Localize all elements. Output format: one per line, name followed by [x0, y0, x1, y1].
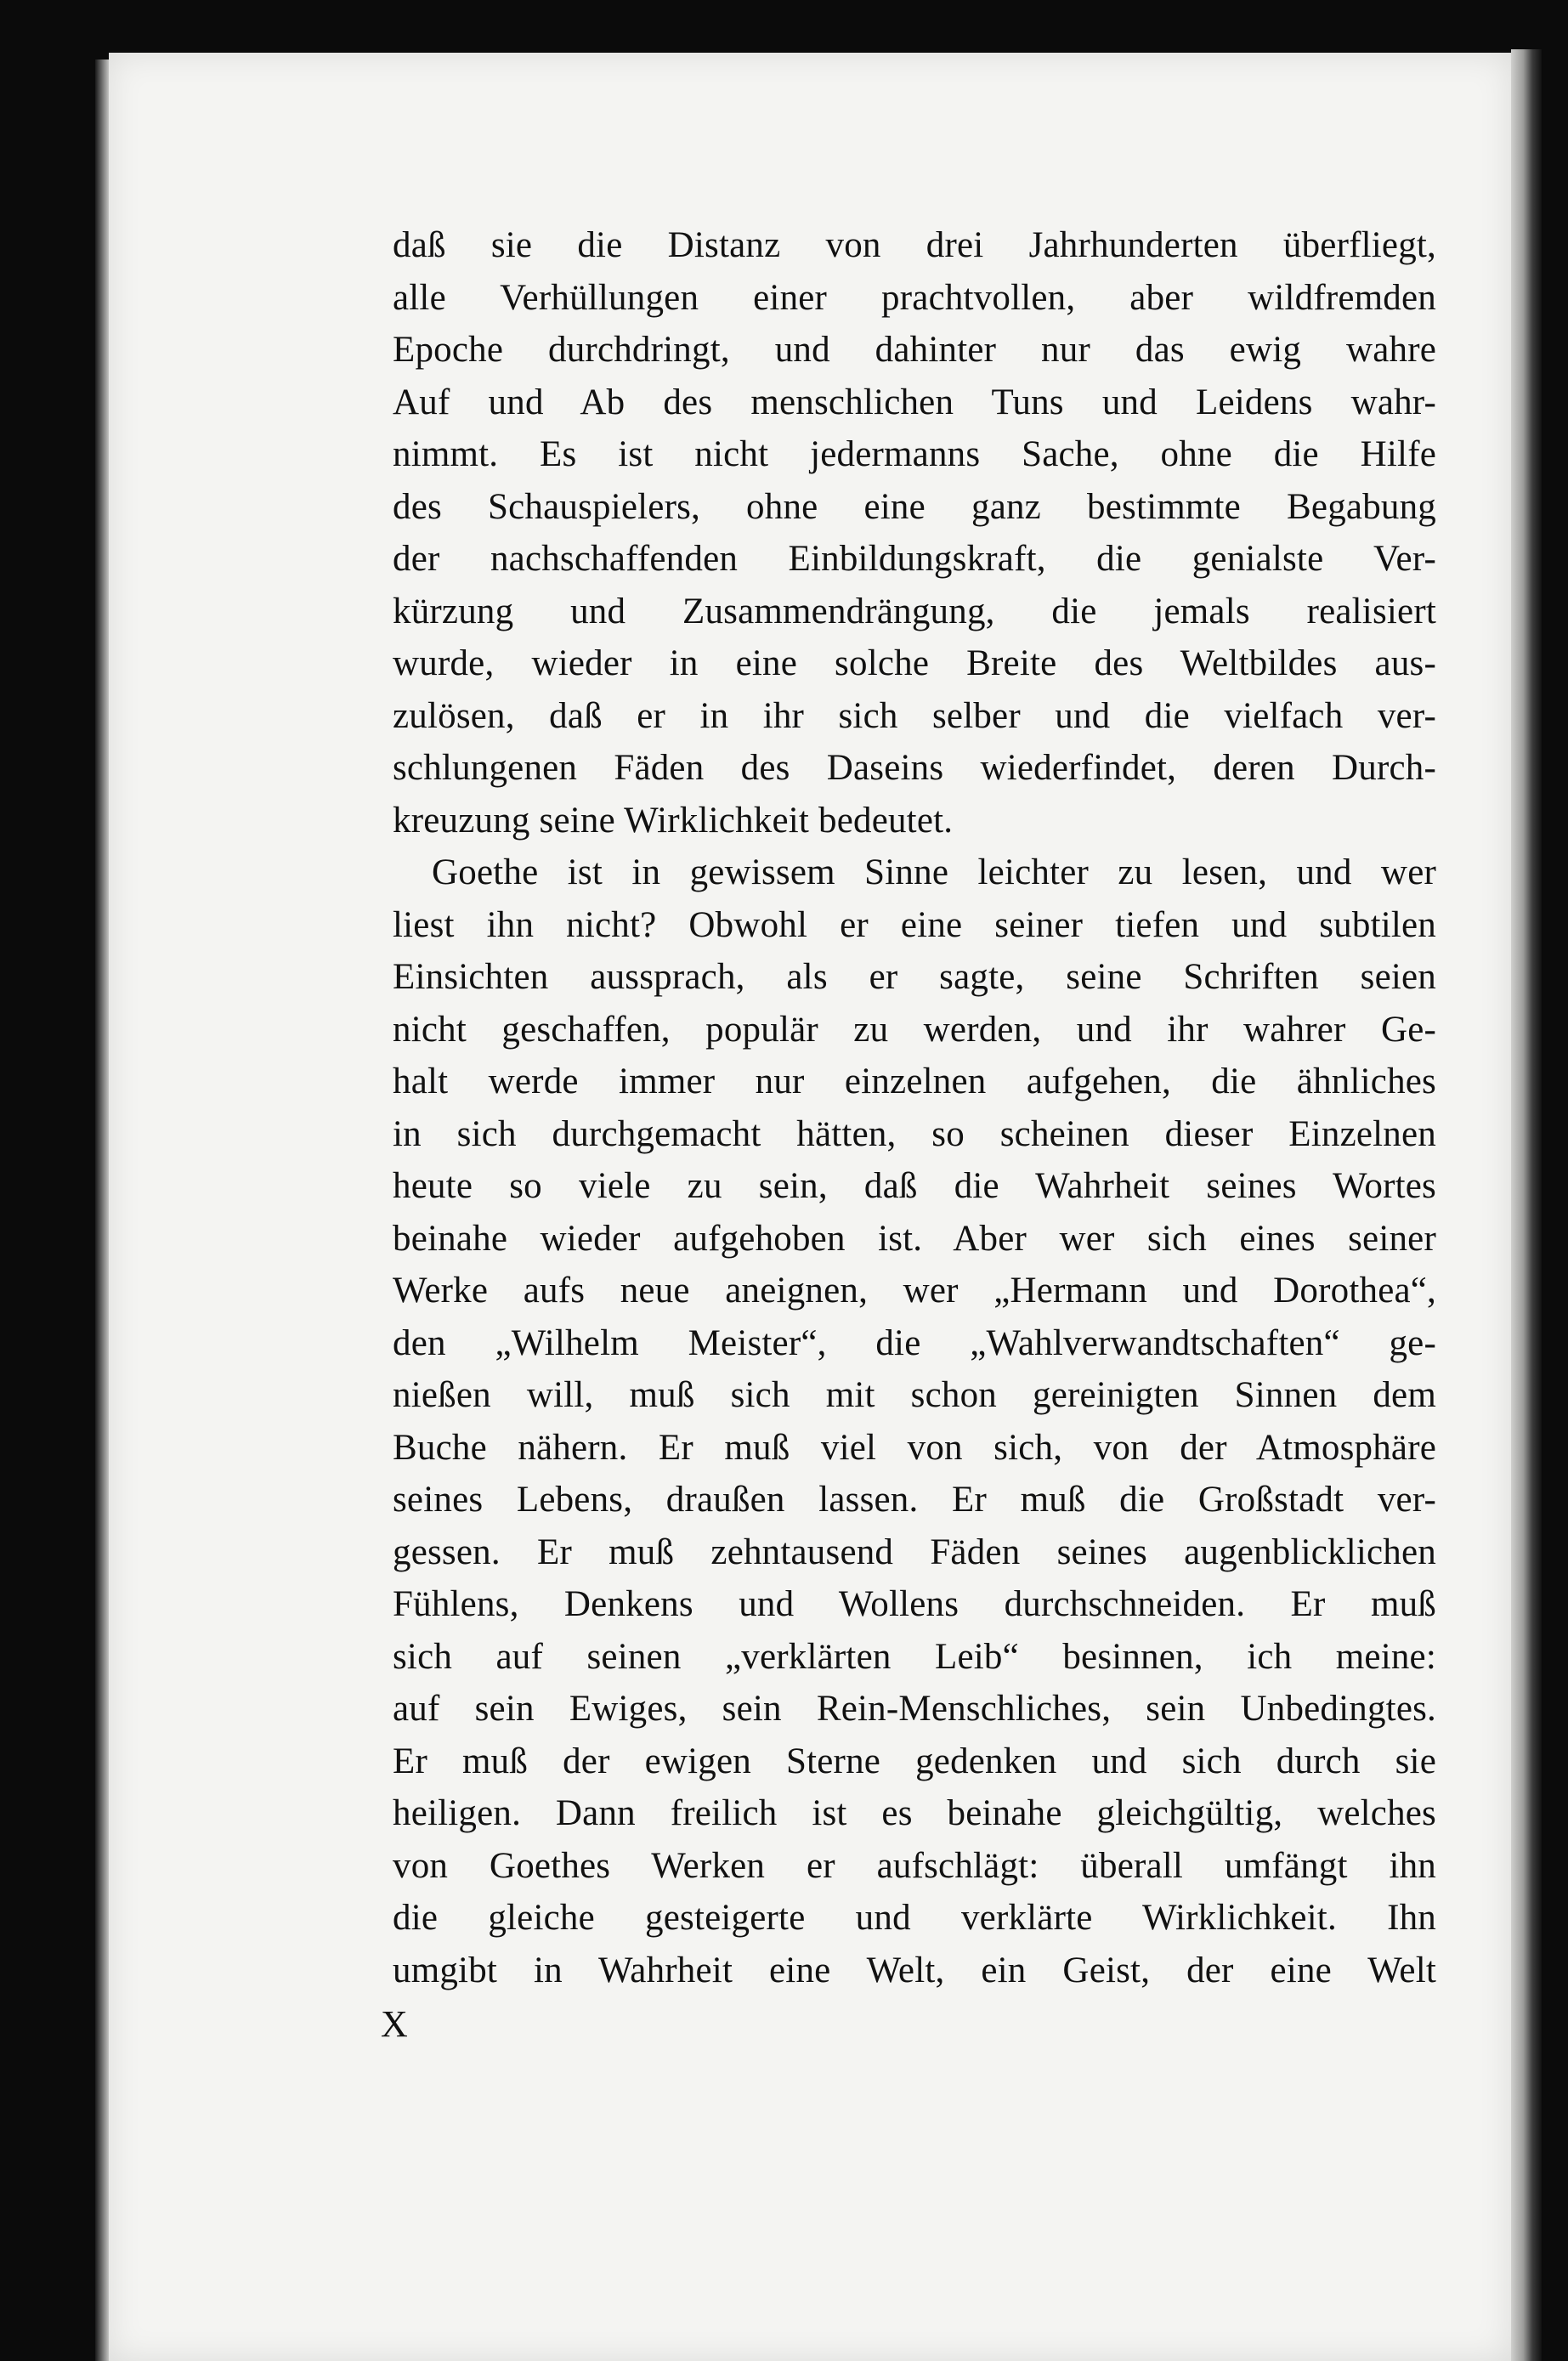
text-line: beinahe wieder aufgehoben ist. Aber wer sich eines seiner — [393, 1218, 1436, 1259]
text-line: Buche nähern. Er muß viel von sich, von der Atmosphäre — [393, 1427, 1436, 1468]
text-line: nießen will, muß sich mit schon gereinigten Sinnen dem — [393, 1375, 1436, 1415]
paragraph — [393, 219, 1436, 846]
text-line: Auf und Ab des menschlichen Tuns und Leidens wahr- — [393, 382, 1436, 422]
paragraph — [393, 846, 1436, 1996]
text-line: den „Wilhelm Meister“, die „Wahlverwandtschaften“ ge- — [393, 1322, 1436, 1363]
text-line: alle Verhüllungen einer prachtvollen, aber wildfremden — [393, 277, 1436, 318]
text-line: Fühlens, Denkens und Wollens durchschneiden. Er muß — [393, 1584, 1436, 1624]
page-right-edge-shadow — [1511, 49, 1542, 2361]
text-line: auf sein Ewiges, sein Rein-Menschliches, sein Unbedingtes. — [393, 1689, 1436, 1729]
text-line: Epoche durchdringt, und dahinter nur das ewig wahre — [393, 330, 1436, 370]
text-line: kürzung und Zusammendrängung, die jemals realisiert — [393, 591, 1436, 631]
text-line: der nachschaffenden Einbildungskraft, die genialste Ver- — [393, 539, 1436, 579]
text-line: kreuzung seine Wirklichkeit bedeutet. — [393, 800, 954, 841]
text-line: liest ihn nicht? Obwohl er eine seiner tiefen und subtilen — [393, 904, 1436, 945]
text-line: seines Lebens, draußen lassen. Er muß die Großstadt ver- — [393, 1480, 1436, 1520]
body-text — [393, 219, 1436, 1996]
text-line: nimmt. Es ist nicht jedermanns Sache, ohne die Hilfe — [393, 434, 1436, 474]
text-line: gessen. Er muß zehntausend Fäden seines augenblicklichen — [393, 1532, 1436, 1572]
text-line: Er muß der ewigen Sterne gedenken und sich durch sie — [393, 1741, 1436, 1781]
text-line: umgibt in Wahrheit eine Welt, ein Geist, der eine Welt — [393, 1950, 1436, 1990]
text-line: heiligen. Dann freilich ist es beinahe gleichgültig, welches — [393, 1793, 1436, 1833]
text-line: sich auf seinen „verklärten Leib“ besinnen, ich meine: — [393, 1636, 1436, 1677]
text-line: zulösen, daß er in ihr sich selber und die vielfach ver- — [393, 695, 1436, 736]
text-line: des Schauspielers, ohne eine ganz bestimmte Begabung — [393, 486, 1436, 527]
text-line: halt werde immer nur einzelnen aufgehen, die ähnliches — [393, 1062, 1436, 1101]
text-line: wurde, wieder in eine solche Breite des Weltbildes aus- — [393, 643, 1436, 683]
text-line: in sich durchgemacht hätten, so scheinen dieser Einzelnen — [393, 1113, 1436, 1154]
page-number: X — [381, 2003, 408, 2045]
text-line: nicht geschaffen, populär zu werden, und ihr wahrer Ge- — [393, 1009, 1436, 1050]
text-line: die gleiche gesteigerte und verklärte Wirklichkeit. Ihn — [393, 1898, 1436, 1938]
text-line: Werke aufs neue aneignen, wer „Hermann und Dorothea“, — [393, 1271, 1436, 1311]
text-line: Einsichten aussprach, als er sagte, seine Schriften seien — [393, 957, 1436, 997]
text-line: Goethe ist in gewissem Sinne leichter zu lesen, und wer — [432, 852, 1436, 892]
text-line: daß sie die Distanz von drei Jahrhunderten überfliegt, — [393, 225, 1436, 265]
text-line: heute so viele zu sein, daß die Wahrheit seines Wortes — [393, 1166, 1436, 1206]
text-line: schlungenen Fäden des Daseins wiederfindet, deren Durch- — [393, 748, 1436, 788]
text-line: von Goethes Werken er aufschlägt: überall umfängt ihn — [393, 1845, 1436, 1886]
